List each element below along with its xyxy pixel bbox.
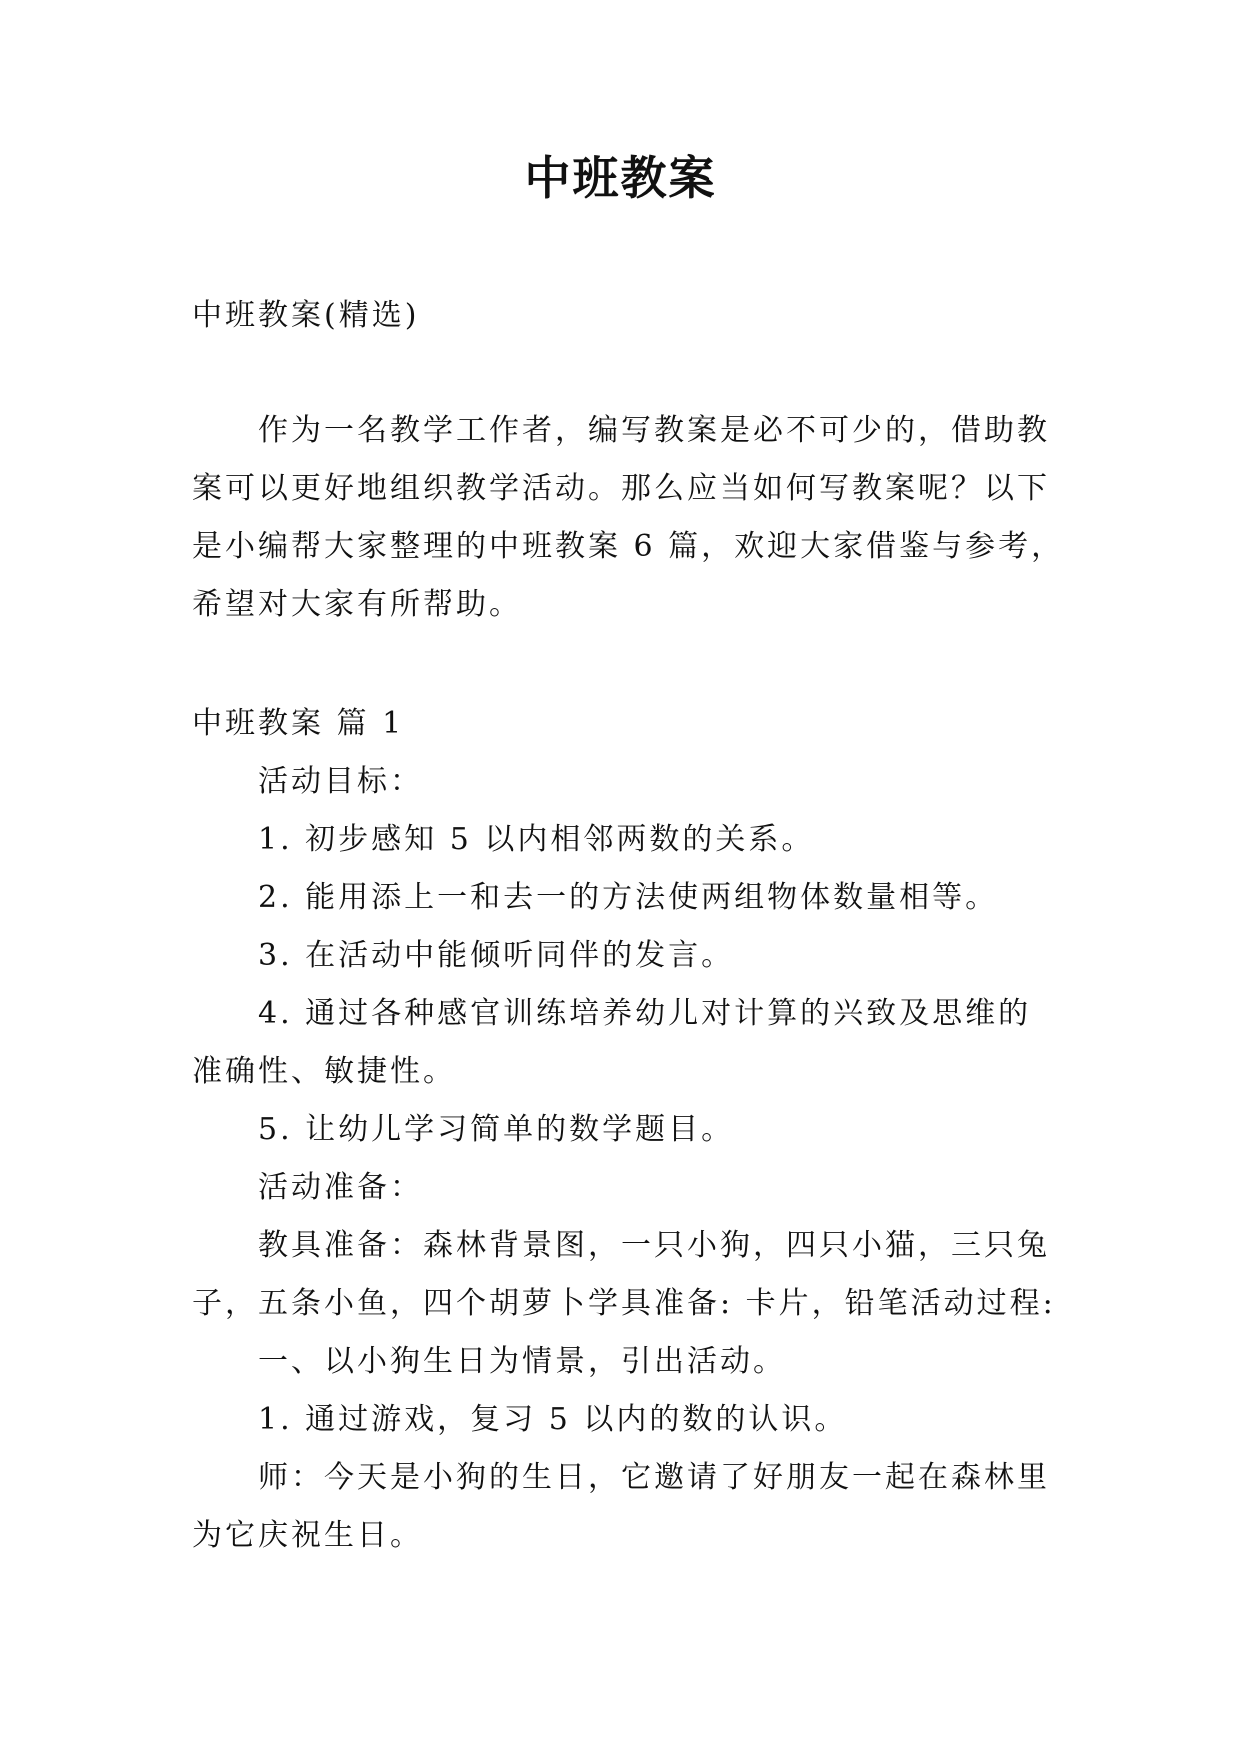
intro-line: 希望对大家有所帮助。	[192, 587, 522, 622]
section-line: 1. 初步感知 5 以内相邻两数的关系。	[258, 822, 815, 857]
section-line: 1. 通过游戏，复习 5 以内的数的认识。	[258, 1402, 848, 1437]
section-line: 一、以小狗生日为情景，引出活动。	[258, 1344, 786, 1379]
document-title: 中班教案	[524, 151, 717, 205]
section-heading: 中班教案 篇 1	[192, 706, 405, 741]
intro-line: 作为一名教学工作者，编写教案是必不可少的，借助教	[258, 413, 1050, 448]
section-line: 准确性、敏捷性。	[192, 1054, 456, 1089]
section-line: 师：今天是小狗的生日，它邀请了好朋友一起在森林里	[258, 1460, 1050, 1495]
section-line: 2. 能用添上一和去一的方法使两组物体数量相等。	[258, 880, 999, 915]
lesson-section	[192, 695, 1072, 1565]
section-line: 教具准备：森林背景图，一只小狗，四只小猫，三只兔	[258, 1228, 1050, 1263]
section-line: 子，五条小鱼，四个胡萝卜学具准备: 卡片，铅笔活动过程:	[192, 1286, 1056, 1321]
section-line: 4. 通过各种感官训练培养幼儿对计算的兴致及思维的	[258, 996, 1032, 1031]
section-line: 5. 让幼儿学习简单的数学题目。	[258, 1112, 735, 1147]
section-line: 活动目标：	[258, 764, 423, 799]
intro-line: 是小编帮大家整理的中班教案 6 篇，欢迎大家借鉴与参考，	[192, 529, 1065, 564]
section-line: 为它庆祝生日。	[192, 1518, 423, 1553]
section-body	[192, 753, 1072, 1565]
section-line: 3. 在活动中能倾听同伴的发言。	[258, 938, 735, 973]
intro-paragraph	[192, 402, 1072, 634]
intro-line: 案可以更好地组织教学活动。那么应当如何写教案呢？以下	[192, 471, 1050, 506]
section-line: 活动准备：	[258, 1170, 423, 1205]
document-subtitle: 中班教案(精选)	[192, 298, 420, 333]
